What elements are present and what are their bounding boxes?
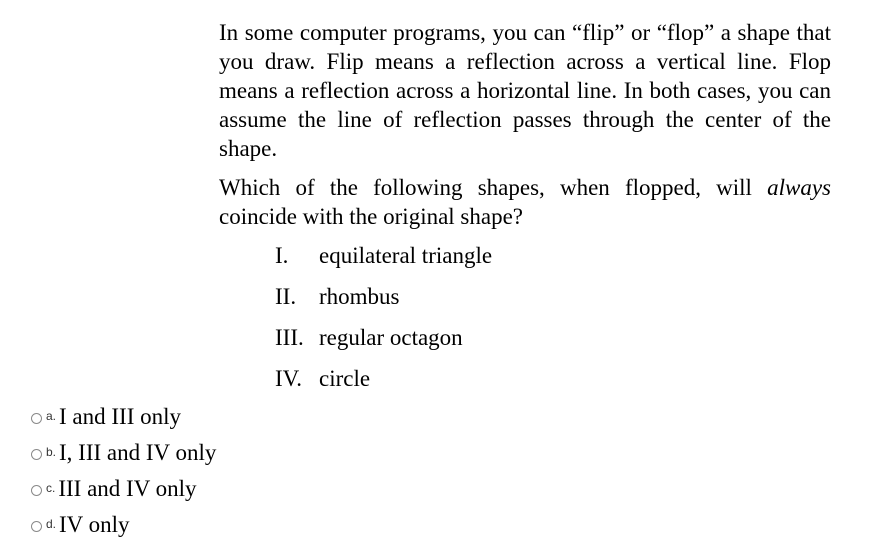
list-item	[275, 241, 831, 270]
radio-button-b[interactable]	[31, 449, 42, 460]
option-text: III and IV only	[58, 476, 197, 501]
answer-options	[31, 399, 216, 543]
question-paragraph-2-before: Which of the following shapes, when flopped, will	[219, 175, 768, 200]
answer-option-d[interactable]	[31, 507, 216, 543]
radio-button-a[interactable]	[31, 413, 42, 424]
list-item	[275, 364, 831, 393]
list-item-text: regular octagon	[319, 325, 463, 350]
option-letter: b.	[46, 444, 57, 459]
option-text: IV only	[59, 512, 130, 537]
list-item	[275, 282, 831, 311]
list-item-numeral: I.	[275, 243, 289, 268]
answer-option-a[interactable]	[31, 399, 216, 435]
radio-button-c[interactable]	[31, 485, 42, 496]
roman-numeral-list	[219, 241, 831, 393]
option-letter: c.	[46, 480, 56, 495]
question-paragraph-2	[219, 173, 831, 231]
radio-button-d[interactable]	[31, 521, 42, 532]
list-item-text: rhombus	[319, 284, 400, 309]
question-emphasis: always	[767, 175, 831, 200]
list-item-text: circle	[319, 366, 371, 391]
question-stem	[219, 18, 831, 405]
list-item-numeral: IV.	[275, 366, 303, 391]
list-item-numeral: III.	[275, 325, 304, 350]
list-item-text: equilateral triangle	[319, 243, 493, 268]
list-item-numeral: II.	[275, 284, 297, 309]
answer-option-c[interactable]	[31, 471, 216, 507]
list-item	[275, 323, 831, 352]
option-text: I and III only	[59, 404, 182, 429]
option-letter: d.	[46, 516, 57, 531]
question-paragraph-2-after: coincide with the original shape?	[219, 204, 524, 229]
question-paragraph-1: In some computer programs, you can “flip” or “flop” a shape that you draw. Flip means a reflection across a vertical line. Flop means a reflection across a horizontal line. In both cases, you can assume the line of reflection passes through the center of the shape.	[219, 20, 831, 161]
option-letter: a.	[46, 408, 57, 423]
answer-option-b[interactable]	[31, 435, 216, 471]
option-text: I, III and IV only	[59, 440, 217, 465]
